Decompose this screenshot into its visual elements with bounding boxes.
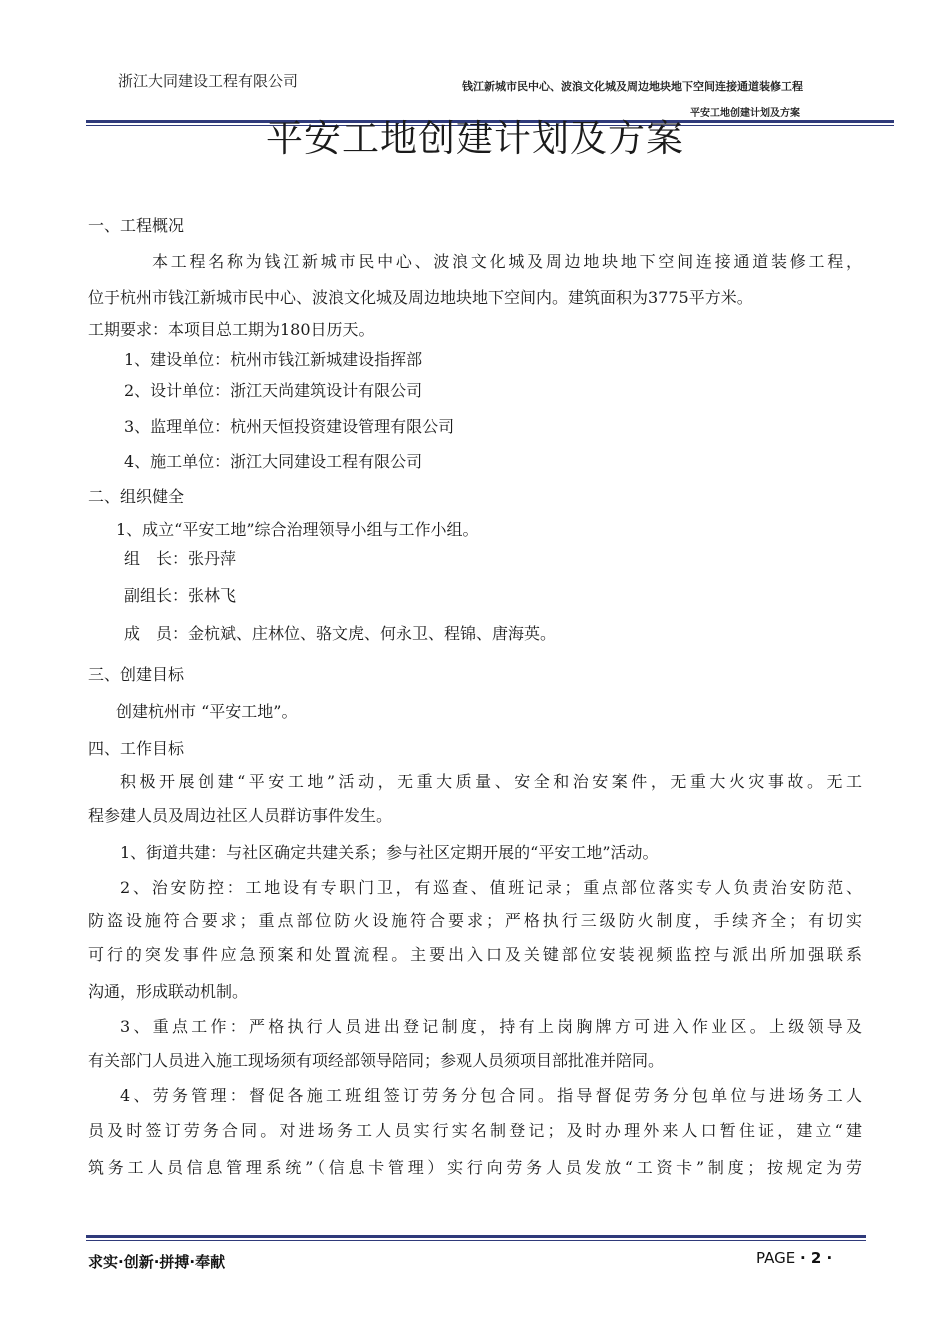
paragraph-line: 沟通，形成联动机制。 <box>88 982 249 1001</box>
list-item: 4、劳务管理：督促各施工班组签订劳务分包合同。指导督促劳务分包单位与进场务工人 <box>120 1086 862 1105</box>
section-heading: 三、创建目标 <box>88 665 185 684</box>
member-line: 成 员：金杭斌、庄林位、骆文虎、何永卫、程锦、唐海英。 <box>124 624 557 643</box>
list-item: 4、施工单位：浙江大同建设工程有限公司 <box>124 452 423 471</box>
paragraph-line: 积极开展创建“平安工地”活动，无重大质量、安全和治安案件，无重大火灾事故。无工 <box>120 772 862 791</box>
paragraph-line: 位于杭州市钱江新城市民中心、波浪文化城及周边地块地下空间内。建筑面积为3775平方米。 <box>88 288 753 307</box>
section-heading: 一、工程概况 <box>88 216 185 235</box>
list-item: 1、建设单位：杭州市钱江新城建设指挥部 <box>124 350 423 369</box>
footer-slogan: 求实·创新·拼搏·奉献 <box>88 1253 226 1271</box>
paragraph-line: 员及时签订劳务合同。对进场务工人员实行实名制登记；及时办理外来人口暂住证，建立“建 <box>88 1121 862 1140</box>
member-line: 组 长：张丹萍 <box>124 549 237 568</box>
footer-rule <box>86 1235 866 1238</box>
header-project-name: 钱江新城市民中心、波浪文化城及周边地块地下空间连接通道装修工程 <box>462 80 803 93</box>
paragraph-line: 程参建人员及周边社区人员群访事件发生。 <box>88 806 393 825</box>
paragraph-line: 防盗设施符合要求；重点部位防火设施符合要求；严格执行三级防火制度，手续齐全；有切实 <box>88 911 862 930</box>
page-label: PAGE <box>756 1249 796 1267</box>
list-item: 3、重点工作：严格执行人员进出登记制度，持有上岗胸牌方可进入作业区。上级领导及 <box>120 1017 862 1036</box>
section-heading: 二、组织健全 <box>88 487 185 506</box>
footer-rule-thin <box>86 1240 866 1241</box>
page-number-value: · 2 · <box>799 1249 833 1267</box>
paragraph-line: 工期要求：本项目总工期为180日历天。 <box>88 320 375 339</box>
paragraph-line: 创建杭州市 “平安工地”。 <box>116 702 298 721</box>
paragraph-line: 本工程名称为钱江新城市民中心、波浪文化城及周边地块地下空间连接通道装修工程， <box>152 252 862 271</box>
paragraph-line: 可行的突发事件应急预案和处置流程。主要出入口及关键部位安装视频监控与派出所加强联系 <box>88 945 862 964</box>
list-item: 2、治安防控：工地设有专职门卫，有巡查、值班记录；重点部位落实专人负责治安防范、 <box>120 878 862 897</box>
document-title: 平安工地创建计划及方案 <box>266 117 684 160</box>
header-document-name: 平安工地创建计划及方案 <box>690 108 800 119</box>
page-number <box>756 1249 832 1267</box>
header-company: 浙江大同建设工程有限公司 <box>118 72 299 90</box>
list-item: 1、成立“平安工地”综合治理领导小组与工作小组。 <box>116 520 479 539</box>
member-line: 副组长：张林飞 <box>124 586 237 605</box>
list-item: 1、街道共建：与社区确定共建关系；参与社区定期开展的“平安工地”活动。 <box>120 843 659 862</box>
list-item: 2、设计单位：浙江天尚建筑设计有限公司 <box>124 381 423 400</box>
list-item: 3、监理单位：杭州天恒投资建设管理有限公司 <box>124 417 455 436</box>
paragraph-line: 有关部门人员进入施工现场须有项经部领导陪同；参观人员须项目部批准并陪同。 <box>88 1051 665 1070</box>
section-heading: 四、工作目标 <box>88 739 185 758</box>
paragraph-line: 筑务工人员信息管理系统”（信息卡管理）实行向劳务人员发放“工资卡”制度；按规定为劳 <box>88 1158 862 1177</box>
